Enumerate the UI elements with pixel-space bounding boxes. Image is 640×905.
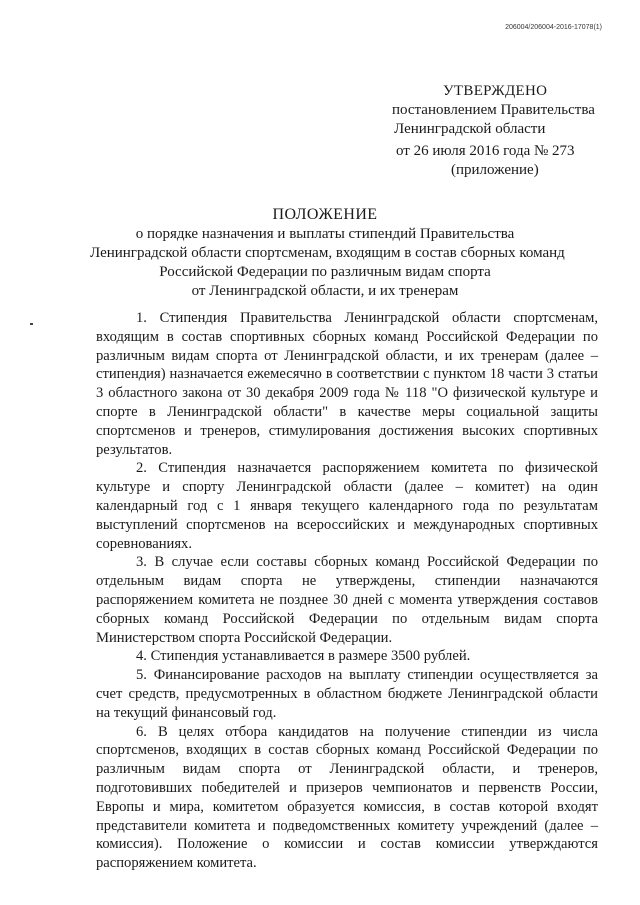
- approval-line: постановлением Правительства: [392, 102, 595, 118]
- approval-appendix: (приложение): [451, 162, 539, 178]
- document-heading: ПОЛОЖЕНИЕ: [272, 206, 378, 223]
- paragraph: 6. В целях отбора кандидатов на получение стипендии из числа спортсменов, входящих в состав сборных команд Российской Федерации по различным видам спорта от Ленинградской области, и тренеров, подготовивших победителей и призеров чемпионатов и первенств России, Европы и мира, комитетом образуется комиссия, в состав которой входят представители комитета и подведомственных комитету учреждений (далее – комиссия). Положение о комиссии и состав комиссии утверждаются распоряжением комитета.: [96, 723, 598, 872]
- document-subtitle-line: Российской Федерации по различным видам спорта: [159, 264, 491, 280]
- paragraph: 4. Стипендия устанавливается в размере 3500 рублей.: [136, 648, 471, 665]
- paragraph: 2. Стипендия назначается распоряжением комитета по физической культуре и спорту Ленинградской области (далее – комитет) на один календарный год с 1 января текущего календарного года по результатам выступлений спортсменов на всероссийских и международных спортивных соревнованиях.: [96, 460, 598, 552]
- document-title-block: [90, 205, 565, 301]
- document-subtitle-line: Ленинградской области спортсменам, входящим в состав сборных команд: [90, 245, 565, 261]
- approval-date: от 26 июля 2016 года № 273: [396, 143, 575, 159]
- document-body: [96, 309, 598, 873]
- paragraph: 5. Финансирование расходов на выплату стипендии осуществляется за счет средств, предусмотренных в областном бюджете Ленинградской области на текущий финансовый год.: [96, 667, 598, 721]
- paragraph: 3. В случае если составы сборных команд Российской Федерации по отдельным видам спорта не утверждены, стипендии назначаются распоряжением комитета не позднее 30 дней с момента утверждения составов сборных команд Российской Федерации по отдельным видам спорта Министерством спорта Российской Федерации.: [96, 554, 598, 646]
- approval-line: Ленинградской области: [394, 121, 546, 137]
- document-id: 206004/206004-2016-17078(1): [505, 24, 602, 31]
- document-subtitle-line: от Ленинградской области, и их тренерам: [191, 283, 459, 299]
- approval-stamp: [392, 82, 612, 180]
- document-subtitle-line: о порядке назначения и выплаты стипендий Правительства: [135, 226, 515, 242]
- paragraph: 1. Стипендия Правительства Ленинградской области спортсменам, входящим в состав спортивных сборных команд Российской Федерации по различным видам спорта от Ленинградской области, и их тренерам (далее – стипендия) назначается ежемесячно в соответствии с пунктом 18 части 3 статьи 3 областного закона от 30 декабря 2009 года № 118 "О физической культуре и спорте в Ленинградской области" в качестве меры социальной защиты спортсменов и тренеров, стимулирования достижения высоких спортивных результатов.: [96, 310, 598, 458]
- approval-title: УТВЕРЖДЕНО: [443, 83, 548, 99]
- margin-mark: [30, 323, 33, 325]
